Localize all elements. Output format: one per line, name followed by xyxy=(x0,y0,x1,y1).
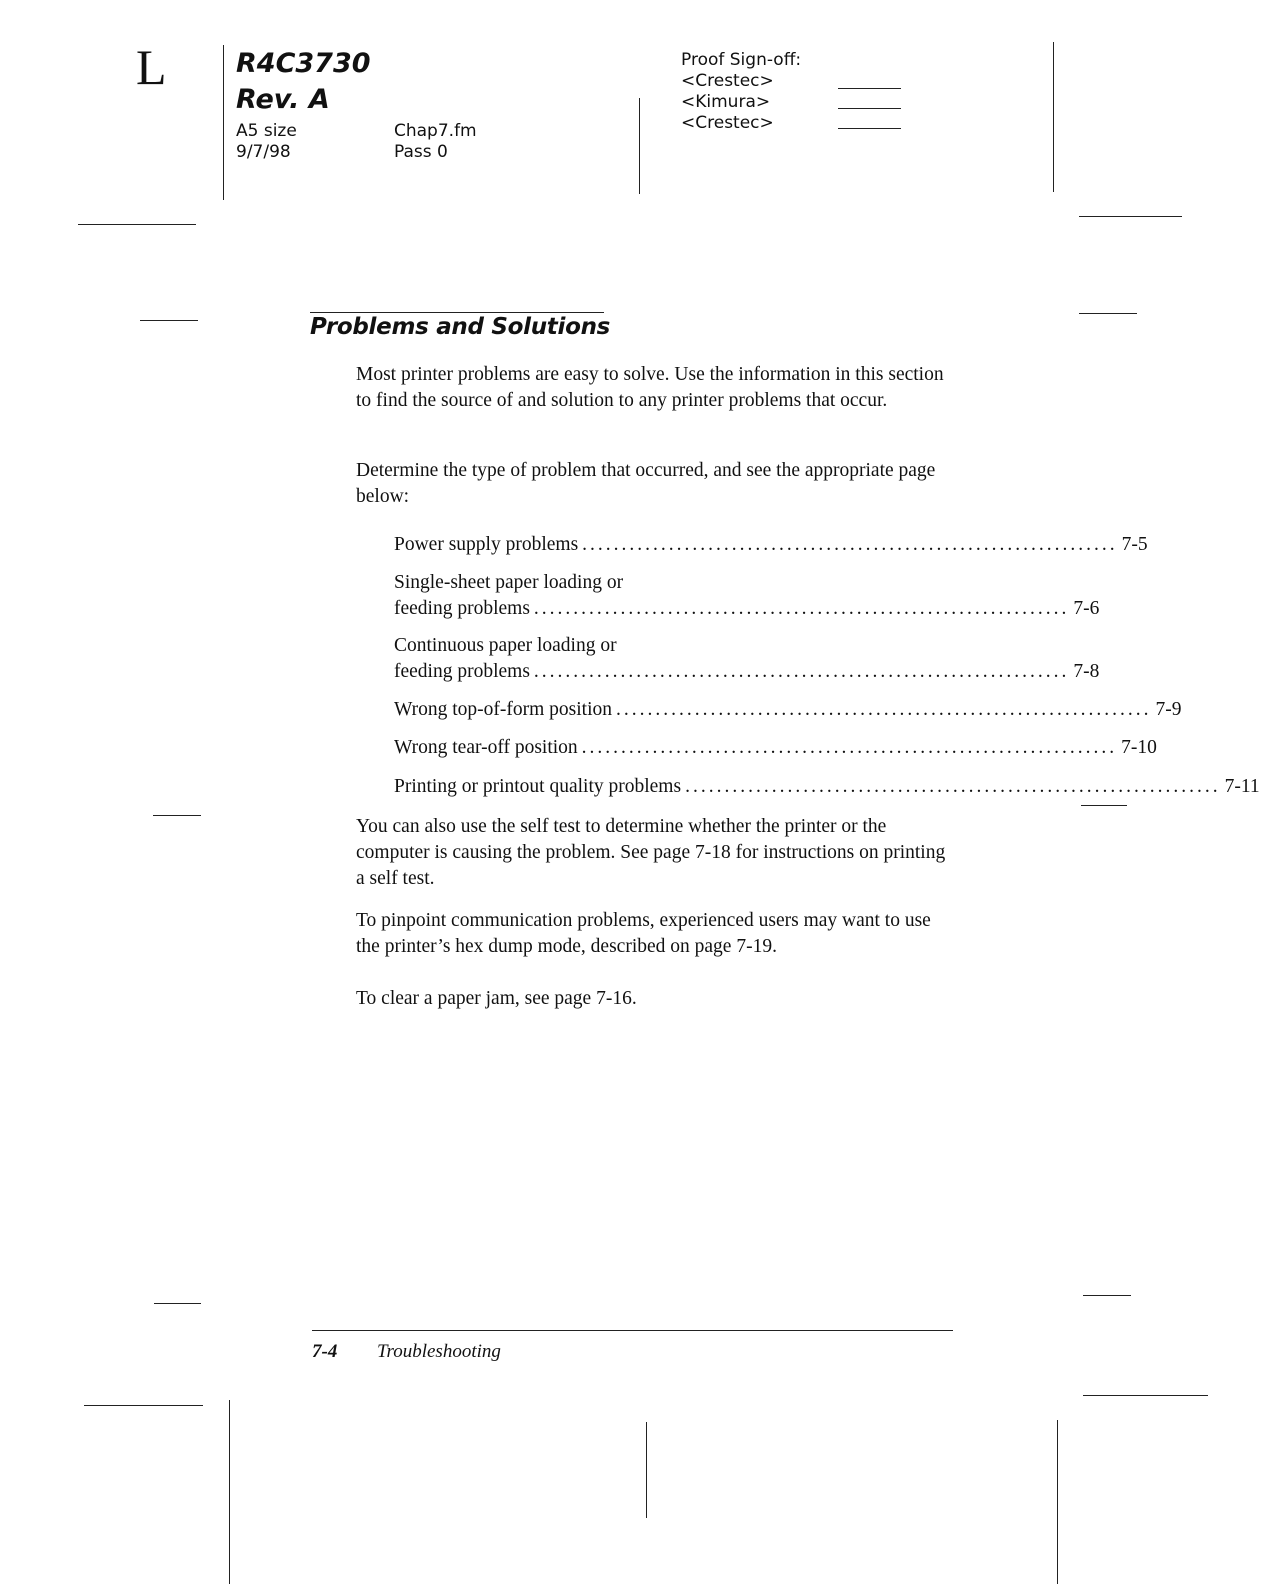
paper-jam-paragraph: To clear a paper jam, see page 7-16. xyxy=(356,988,637,1009)
signature-line xyxy=(838,88,901,89)
toc-label: feeding problems xyxy=(394,661,530,682)
page-size: A5 size xyxy=(236,121,297,141)
toc-label: Power supply problems xyxy=(394,534,579,555)
crop-mark xyxy=(223,45,224,200)
crop-mark xyxy=(1083,1295,1131,1296)
signature-line xyxy=(838,108,901,109)
toc-page: 7-6 xyxy=(1073,598,1100,619)
toc-leader: .................................................................... xyxy=(533,598,1070,619)
self-test-paragraph: You can also use the self test to determine whether the printer or the computer is causing the problem. See page 7-18 for instructions on printing a self test. xyxy=(356,816,946,889)
toc-label-line1: Single-sheet paper loading or xyxy=(394,572,624,593)
toc-entry xyxy=(394,697,1182,723)
crop-mark xyxy=(154,1303,201,1304)
crop-mark xyxy=(1079,216,1182,217)
proof-name: <Crestec> xyxy=(681,113,774,133)
toc-leader: .................................................................... xyxy=(533,661,1070,682)
toc-leader: .................................................................... xyxy=(685,776,1221,797)
toc-leader: .................................................................... xyxy=(616,699,1152,720)
proof-name: <Kimura> xyxy=(681,92,771,112)
toc-label: Printing or printout quality problems xyxy=(394,776,682,797)
proof-signoff-title: Proof Sign-off: xyxy=(681,50,802,70)
toc-page: 7-9 xyxy=(1155,699,1182,720)
crop-mark xyxy=(646,1422,647,1518)
determine-paragraph: Determine the type of problem that occurred, and see the appropriate page below: xyxy=(356,460,936,507)
signature-line xyxy=(838,128,901,129)
toc-page: 7-11 xyxy=(1224,776,1260,797)
toc-leader: .................................................................... xyxy=(581,737,1118,758)
crop-mark xyxy=(1081,805,1127,806)
toc-entry xyxy=(394,570,1100,622)
page-number: 7-4 xyxy=(312,1341,338,1362)
crop-mark xyxy=(229,1400,230,1584)
crop-mark xyxy=(639,98,640,194)
toc-leader: .................................................................... xyxy=(582,534,1118,555)
toc-page: 7-10 xyxy=(1121,737,1157,758)
toc-label: feeding problems xyxy=(394,598,530,619)
pass-number: Pass 0 xyxy=(394,142,448,162)
revision: Rev. A xyxy=(236,84,330,115)
toc-label: Wrong top-of-form position xyxy=(394,699,613,720)
toc-label: Wrong tear-off position xyxy=(394,737,578,758)
toc-label-line1: Continuous paper loading or xyxy=(394,635,617,656)
file-name: Chap7.fm xyxy=(394,121,477,141)
proof-name: <Crestec> xyxy=(681,71,774,91)
crop-mark xyxy=(78,224,196,225)
intro-paragraph: Most printer problems are easy to solve. Use the information in this section to find the source of and solution to any printer problems that occur. xyxy=(356,364,944,411)
toc-entry xyxy=(394,633,1100,685)
crop-mark xyxy=(1079,313,1137,314)
crop-mark xyxy=(1053,42,1054,192)
crop-mark xyxy=(153,815,201,816)
toc-entry xyxy=(394,735,1157,761)
document-date: 9/7/98 xyxy=(236,142,291,162)
document-code: R4C3730 xyxy=(236,48,371,79)
crop-mark xyxy=(1083,1395,1208,1396)
crop-mark xyxy=(84,1405,203,1406)
toc-page: 7-5 xyxy=(1121,534,1148,555)
running-footer-title: Troubleshooting xyxy=(377,1341,501,1362)
side-letter: L xyxy=(136,39,167,95)
section-heading: Problems and Solutions xyxy=(310,314,611,340)
toc-entry xyxy=(394,532,1148,558)
toc-entry xyxy=(394,774,1260,800)
crop-mark xyxy=(1057,1420,1058,1584)
footer-rule xyxy=(312,1330,953,1331)
toc-page: 7-8 xyxy=(1073,661,1100,682)
crop-mark xyxy=(140,320,198,321)
hex-dump-paragraph: To pinpoint communication problems, experienced users may want to use the printer’s hex dump mode, described on page 7-19. xyxy=(356,910,931,957)
heading-rule xyxy=(310,312,604,313)
